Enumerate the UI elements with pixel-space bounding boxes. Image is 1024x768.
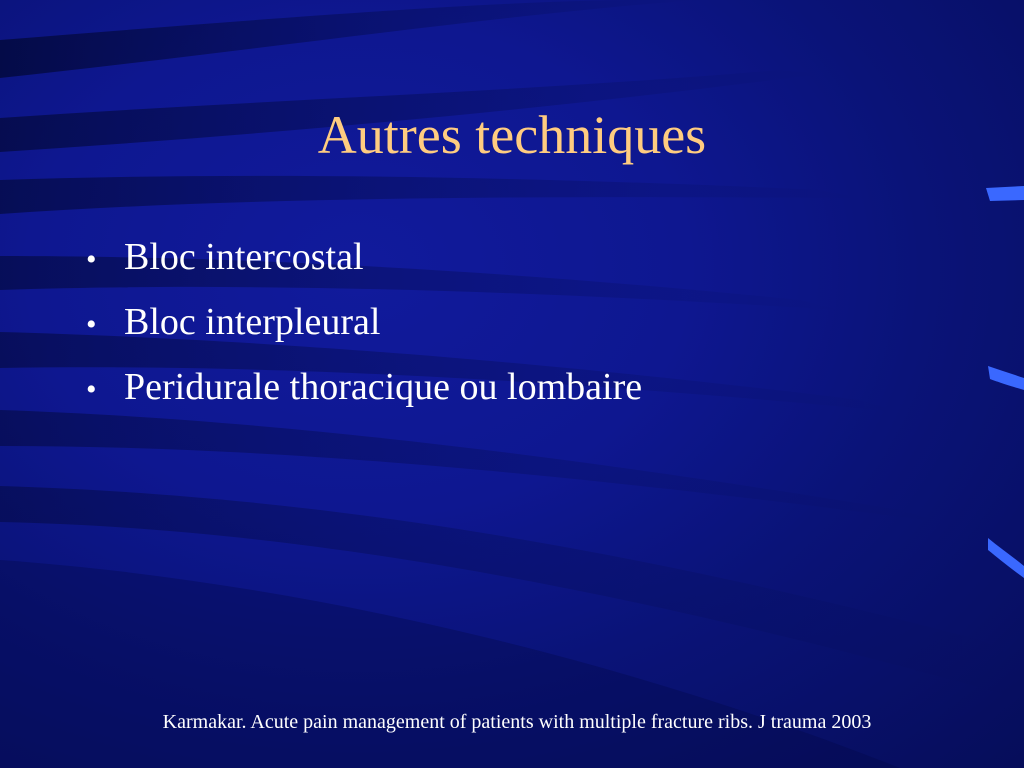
slide-title: Autres techniques	[317, 105, 707, 165]
accent-mark	[986, 186, 1024, 201]
bullet-icon: •	[86, 308, 97, 341]
bullet-text: Bloc interpleural	[124, 301, 381, 343]
bullet-text: Peridurale thoracique ou lombaire	[124, 366, 643, 408]
bullet-list	[86, 228, 642, 423]
list-item	[86, 293, 642, 358]
citation: Karmakar. Acute pain management of patients with multiple fracture ribs. J trauma 2003	[162, 711, 872, 733]
bullet-icon: •	[86, 373, 97, 406]
accent-mark	[988, 538, 1024, 578]
list-item	[86, 228, 642, 293]
accent-mark	[988, 366, 1024, 390]
bullet-text: Bloc intercostal	[124, 236, 364, 278]
list-item	[86, 358, 642, 423]
bullet-icon: •	[86, 243, 97, 276]
